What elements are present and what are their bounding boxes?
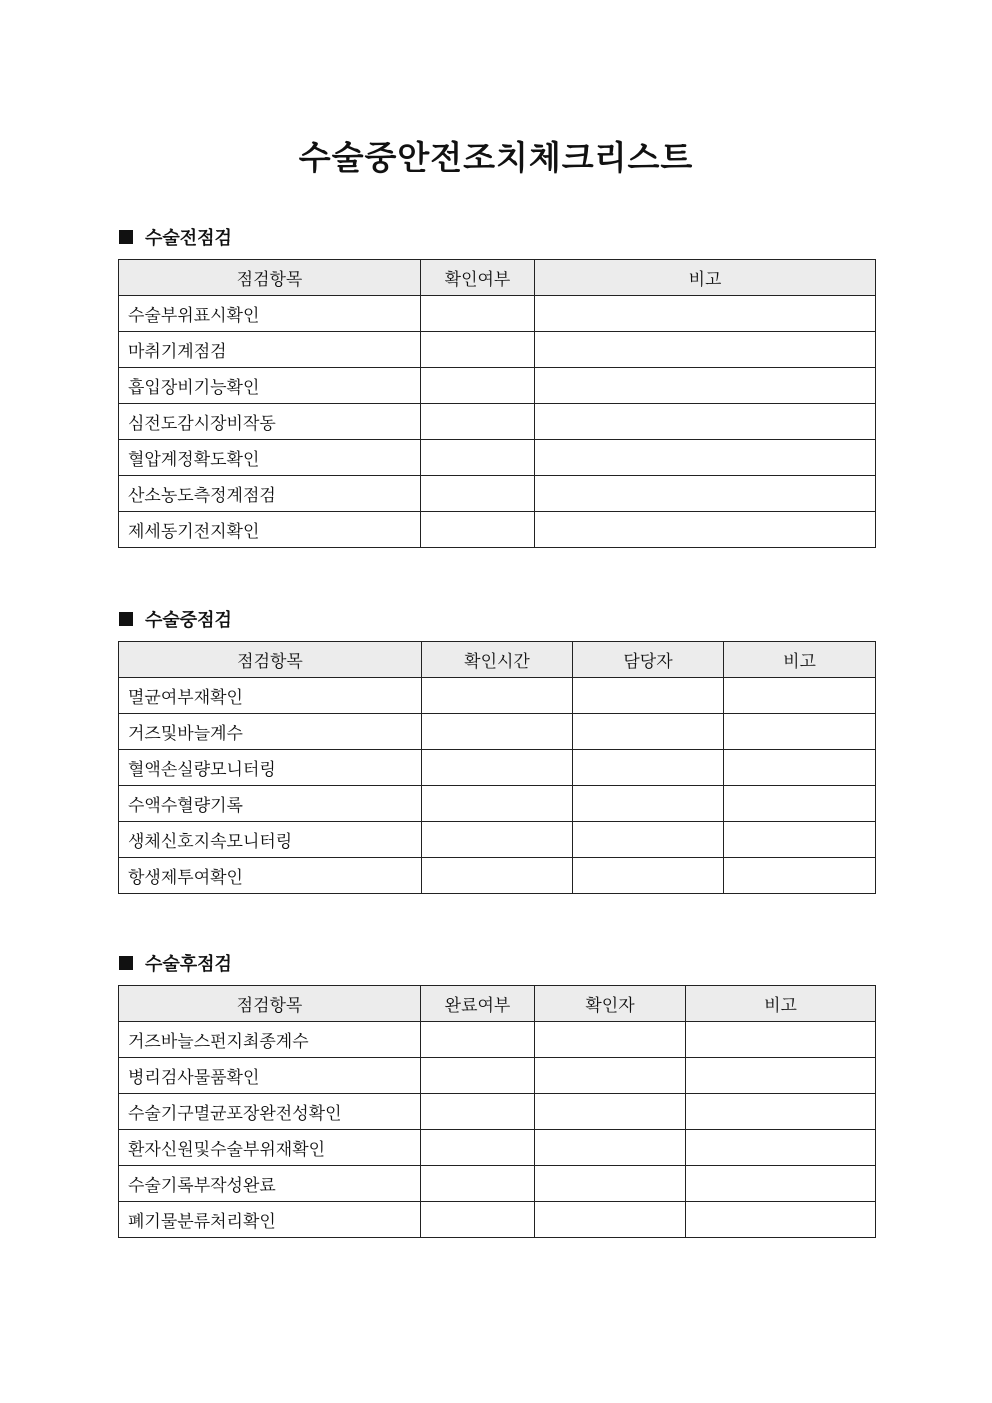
table-row: [119, 1022, 876, 1058]
check-item: 폐기물분류처리확인: [119, 1202, 421, 1238]
confirmed-cell[interactable]: [421, 512, 535, 548]
page-title: 수술중안전조치체크리스트: [298, 138, 694, 177]
person-cell[interactable]: [573, 678, 724, 714]
remarks-cell[interactable]: [686, 1166, 876, 1202]
check-item: 혈압계정확도확인: [119, 440, 421, 476]
remarks-cell[interactable]: [724, 678, 876, 714]
post-op-checklist-table: [118, 985, 876, 1238]
section-heading-pre-op: [119, 224, 232, 250]
section-title: 수술중점검: [145, 610, 232, 631]
check-item: 생체신호지속모니터링: [119, 822, 422, 858]
check-time-cell[interactable]: [422, 750, 573, 786]
check-item: 거즈및바늘계수: [119, 714, 422, 750]
person-cell[interactable]: [573, 786, 724, 822]
remarks-cell[interactable]: [686, 1202, 876, 1238]
table-row: [119, 1166, 876, 1202]
column-header-item: 점검항목: [119, 986, 421, 1022]
verifier-cell[interactable]: [535, 1166, 686, 1202]
table-row: [119, 750, 876, 786]
confirmed-cell[interactable]: [421, 332, 535, 368]
remarks-cell[interactable]: [686, 1058, 876, 1094]
column-header-remarks: 비고: [724, 642, 876, 678]
check-item: 멸균여부재확인: [119, 678, 422, 714]
table-row: [119, 368, 876, 404]
remarks-cell[interactable]: [724, 750, 876, 786]
remarks-cell[interactable]: [724, 786, 876, 822]
check-item: 거즈바늘스펀지최종계수: [119, 1022, 421, 1058]
check-item: 산소농도측정계점검: [119, 476, 421, 512]
section-heading-intra-op: [119, 606, 232, 632]
column-header-verifier: 확인자: [535, 986, 686, 1022]
table-header-row: [119, 986, 876, 1022]
confirmed-cell[interactable]: [421, 296, 535, 332]
column-header-item: 점검항목: [119, 642, 422, 678]
remarks-cell[interactable]: [535, 440, 876, 476]
section-title: 수술전점검: [145, 228, 232, 249]
confirmed-cell[interactable]: [421, 476, 535, 512]
table-header-row: [119, 260, 876, 296]
table-row: [119, 822, 876, 858]
check-item: 마취기계점검: [119, 332, 421, 368]
section-title: 수술후점검: [145, 954, 232, 975]
check-item: 수액수혈량기록: [119, 786, 422, 822]
check-item: 수술기록부작성완료: [119, 1166, 421, 1202]
table-row: [119, 1094, 876, 1130]
remarks-cell[interactable]: [535, 296, 876, 332]
table-row: [119, 512, 876, 548]
confirmed-cell[interactable]: [421, 440, 535, 476]
check-item: 심전도감시장비작동: [119, 404, 421, 440]
remarks-cell[interactable]: [535, 404, 876, 440]
confirmed-cell[interactable]: [421, 404, 535, 440]
check-item: 흡입장비기능확인: [119, 368, 421, 404]
column-header-confirmed: 확인여부: [421, 260, 535, 296]
person-cell[interactable]: [573, 858, 724, 894]
person-cell[interactable]: [573, 714, 724, 750]
check-item: 병리검사물품확인: [119, 1058, 421, 1094]
check-item: 수술부위표시확인: [119, 296, 421, 332]
table-row: [119, 1202, 876, 1238]
remarks-cell[interactable]: [535, 512, 876, 548]
table-row: [119, 476, 876, 512]
table-row: [119, 678, 876, 714]
table-header-row: [119, 642, 876, 678]
completed-cell[interactable]: [421, 1022, 535, 1058]
remarks-cell[interactable]: [535, 476, 876, 512]
check-time-cell[interactable]: [422, 786, 573, 822]
column-header-person-in-charge: 담당자: [573, 642, 724, 678]
table-row: [119, 440, 876, 476]
check-item: 환자신원및수술부위재확인: [119, 1130, 421, 1166]
section-heading-post-op: [119, 950, 232, 976]
column-header-check-time: 확인시간: [422, 642, 573, 678]
completed-cell[interactable]: [421, 1202, 535, 1238]
table-row: [119, 786, 876, 822]
verifier-cell[interactable]: [535, 1202, 686, 1238]
check-time-cell[interactable]: [422, 714, 573, 750]
table-row: [119, 404, 876, 440]
check-time-cell[interactable]: [422, 678, 573, 714]
remarks-cell[interactable]: [535, 332, 876, 368]
person-cell[interactable]: [573, 822, 724, 858]
check-item: 수술기구멸균포장완전성확인: [119, 1094, 421, 1130]
verifier-cell[interactable]: [535, 1058, 686, 1094]
completed-cell[interactable]: [421, 1058, 535, 1094]
table-row: [119, 1058, 876, 1094]
person-cell[interactable]: [573, 750, 724, 786]
completed-cell[interactable]: [421, 1166, 535, 1202]
check-item: 제세동기전지확인: [119, 512, 421, 548]
table-row: [119, 1130, 876, 1166]
completed-cell[interactable]: [421, 1130, 535, 1166]
remarks-cell[interactable]: [535, 368, 876, 404]
check-item: 혈액손실량모니터링: [119, 750, 422, 786]
check-item: 항생제투여확인: [119, 858, 422, 894]
verifier-cell[interactable]: [535, 1022, 686, 1058]
completed-cell[interactable]: [421, 1094, 535, 1130]
square-bullet-icon: [119, 230, 133, 244]
remarks-cell[interactable]: [686, 1130, 876, 1166]
table-row: [119, 332, 876, 368]
pre-op-checklist-table: [118, 259, 876, 548]
square-bullet-icon: [119, 612, 133, 626]
table-row: [119, 858, 876, 894]
remarks-cell[interactable]: [686, 1094, 876, 1130]
verifier-cell[interactable]: [535, 1094, 686, 1130]
verifier-cell[interactable]: [535, 1130, 686, 1166]
intra-op-checklist-table: [118, 641, 876, 894]
remarks-cell[interactable]: [724, 858, 876, 894]
table-row: [119, 714, 876, 750]
column-header-remarks: 비고: [535, 260, 876, 296]
square-bullet-icon: [119, 956, 133, 970]
remarks-cell[interactable]: [724, 822, 876, 858]
column-header-item: 점검항목: [119, 260, 421, 296]
check-time-cell[interactable]: [422, 822, 573, 858]
confirmed-cell[interactable]: [421, 368, 535, 404]
column-header-completed: 완료여부: [421, 986, 535, 1022]
table-row: [119, 296, 876, 332]
column-header-remarks: 비고: [686, 986, 876, 1022]
remarks-cell[interactable]: [686, 1022, 876, 1058]
remarks-cell[interactable]: [724, 714, 876, 750]
check-time-cell[interactable]: [422, 858, 573, 894]
